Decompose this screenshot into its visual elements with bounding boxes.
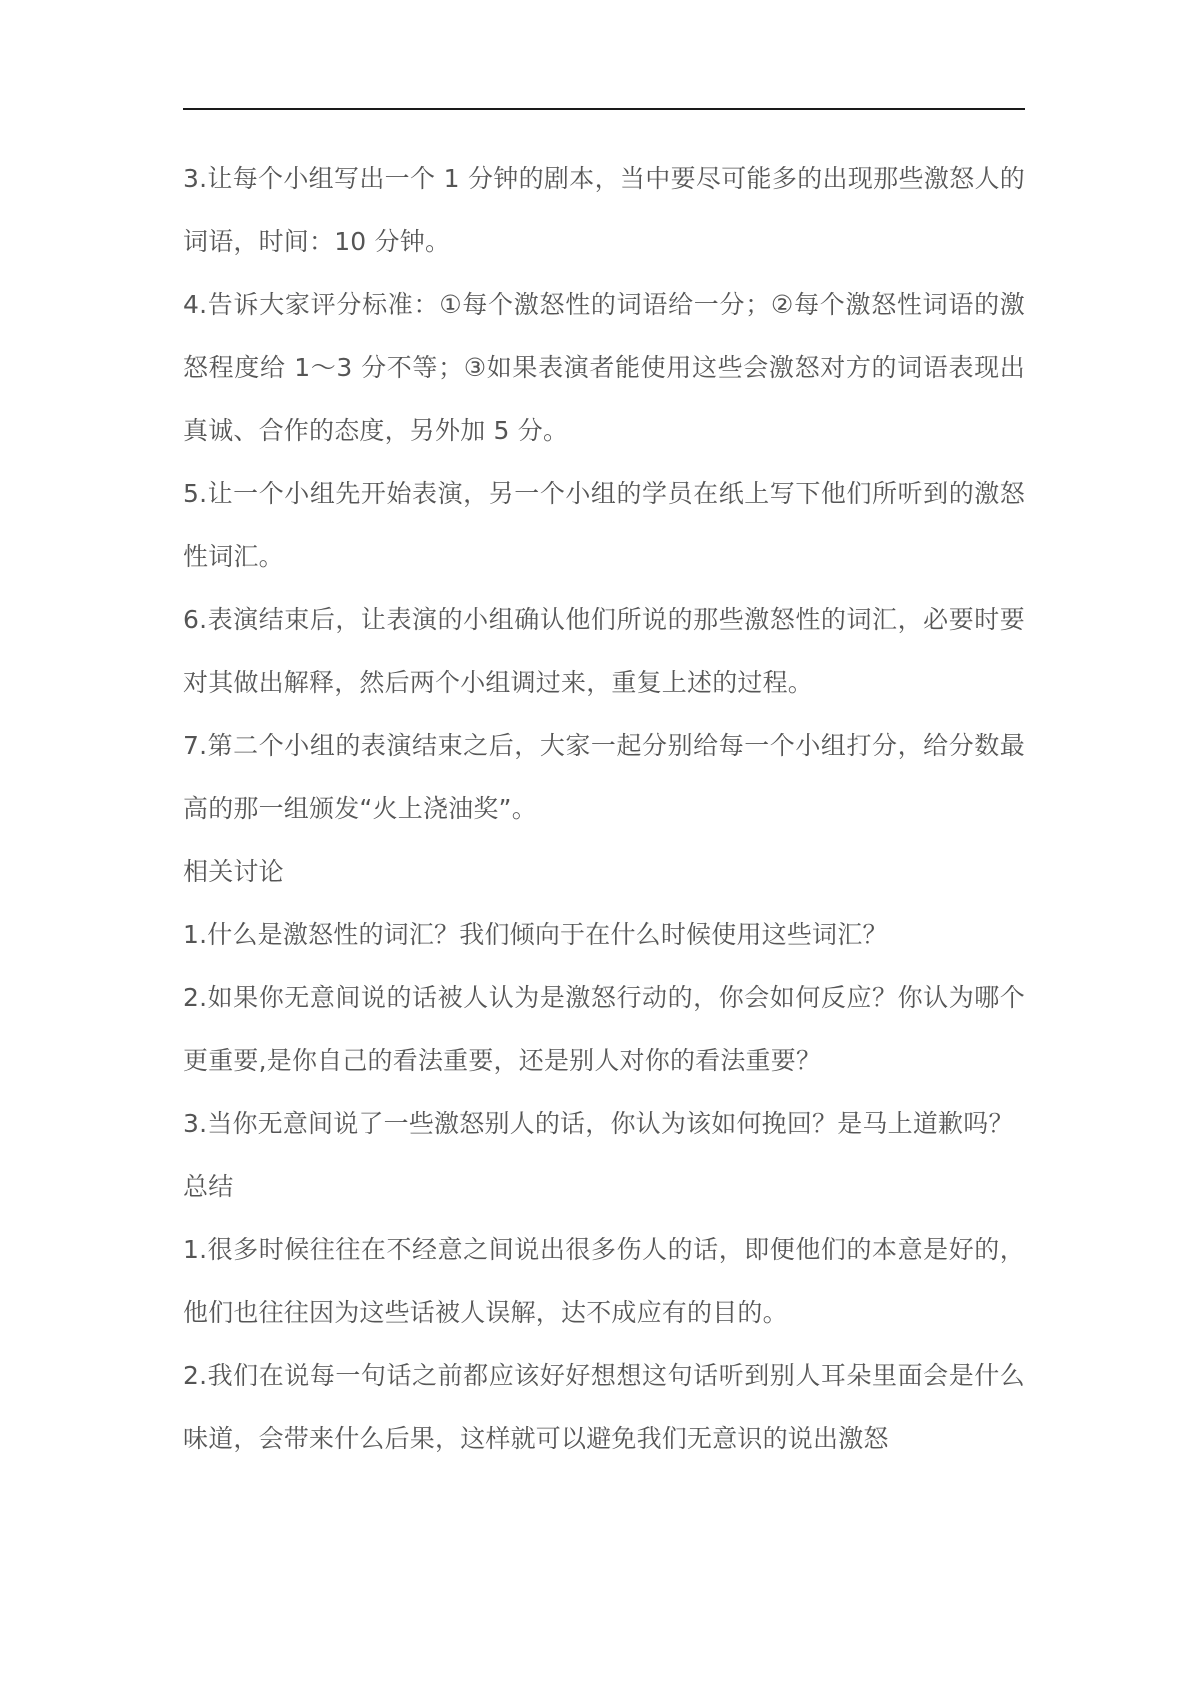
- header-rule: [183, 108, 1025, 110]
- discussion-item: 3.当你无意间说了一些激怒别人的话，你认为该如何挽回？是马上道歉吗？: [183, 1109, 1014, 1138]
- discussion-item: 1.什么是激怒性的词汇？我们倾向于在什么时候使用这些词汇？: [183, 920, 888, 949]
- summary-item: 2.我们在说每一句话之前都应该好好想想这句话听到别人耳朵里面会是什么味道，会带来什么后果，这样就可以避免我们无意识的说出激怒: [183, 1361, 1025, 1453]
- step-6-paragraph: 6.表演结束后，让表演的小组确认他们所说的那些激怒性的词汇，必要时要对其做出解释，然后两个小组调过来，重复上述的过程。: [183, 605, 1025, 697]
- step-3-paragraph: 3.让每个小组写出一个 1 分钟的剧本，当中要尽可能多的出现那些激怒人的词语，时间：10 分钟。: [183, 164, 1025, 256]
- step-5-paragraph: 5.让一个小组先开始表演，另一个小组的学员在纸上写下他们所听到的激怒性词汇。: [183, 479, 1025, 571]
- step-4-paragraph: 4.告诉大家评分标准：①每个激怒性的词语给一分；②每个激怒性词语的激怒程度给 1～3 分不等；③如果表演者能使用这些会激怒对方的词语表现出真诚、合作的态度，另外加 5 分。: [183, 290, 1025, 445]
- discussion-heading: 相关讨论: [183, 857, 284, 886]
- step-7-paragraph: 7.第二个小组的表演结束之后，大家一起分别给每一个小组打分，给分数最高的那一组颁发“火上浇油奖”。: [183, 731, 1025, 823]
- document-body: [183, 147, 1025, 1470]
- discussion-item: 2.如果你无意间说的话被人认为是激怒行动的，你会如何反应？你认为哪个更重要,是你自己的看法重要，还是别人对你的看法重要？: [183, 983, 1025, 1075]
- summary-item: 1.很多时候往往在不经意之间说出很多伤人的话，即便他们的本意是好的，他们也往往因为这些话被人误解，达不成应有的目的。: [183, 1235, 1025, 1327]
- summary-heading: 总结: [183, 1172, 234, 1201]
